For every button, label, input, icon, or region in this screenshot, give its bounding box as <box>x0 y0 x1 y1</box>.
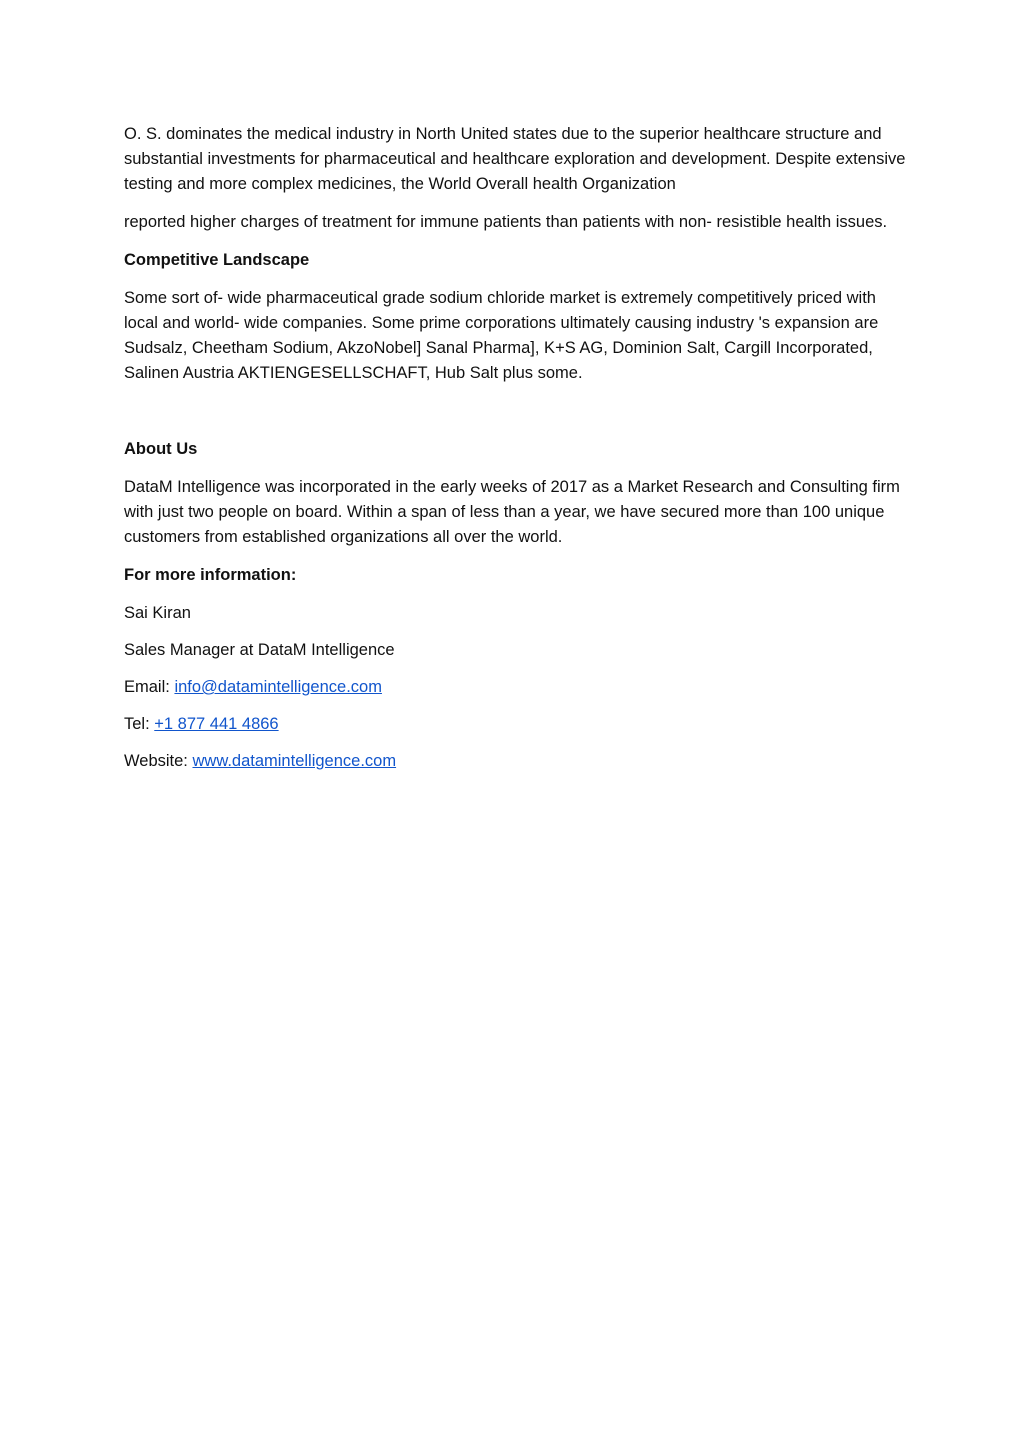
section-spacer <box>124 399 914 437</box>
about-us-heading: About Us <box>124 440 198 458</box>
email-link[interactable]: info@datamintelligence.com <box>174 678 382 696</box>
intro-paragraph-1: O. S. dominates the medical industry in North United states due to the superior healthcare structure and substantial investments for pharmaceutical and healthcare exploration and development. Despite extensive testing and more complex medicines, the World Overall health Organization <box>124 125 906 193</box>
contact-email-line <box>124 675 914 700</box>
email-label: Email: <box>124 678 175 696</box>
website-label: Website: <box>124 752 193 770</box>
contact-website-line <box>124 749 914 774</box>
contact-name: Sai Kiran <box>124 604 191 622</box>
website-link[interactable]: www.datamintelligence.com <box>192 752 397 770</box>
about-us-paragraph: DataM Intelligence was incorporated in the early weeks of 2017 as a Market Research and Consulting firm with just two people on board. Within a span of less than a year, we have secured more than 100 unique customers from established organizations all over the world. <box>124 478 900 546</box>
intro-paragraph-2: reported higher charges of treatment for immune patients than patients with non- resistible health issues. <box>124 213 888 231</box>
competitive-landscape-heading: Competitive Landscape <box>124 251 310 269</box>
document-page <box>124 122 914 786</box>
more-information-heading: For more information: <box>124 566 297 584</box>
competitive-landscape-paragraph: Some sort of- wide pharmaceutical grade sodium chloride market is extremely competitively priced with local and world- wide companies. Some prime corporations ultimately causing industry 's expansion are Sudsalz, Cheetham Sodium, AkzoNobel] Sanal Pharma], K+S AG, Dominion Salt, Cargill Incorporated, Salinen Austria AKTIENGESELLSCHAFT, Hub Salt plus some. <box>124 289 879 382</box>
tel-label: Tel: <box>124 715 155 733</box>
tel-link[interactable]: +1 877 441 4866 <box>154 715 279 733</box>
contact-title: Sales Manager at DataM Intelligence <box>124 641 395 659</box>
contact-tel-line <box>124 712 914 737</box>
